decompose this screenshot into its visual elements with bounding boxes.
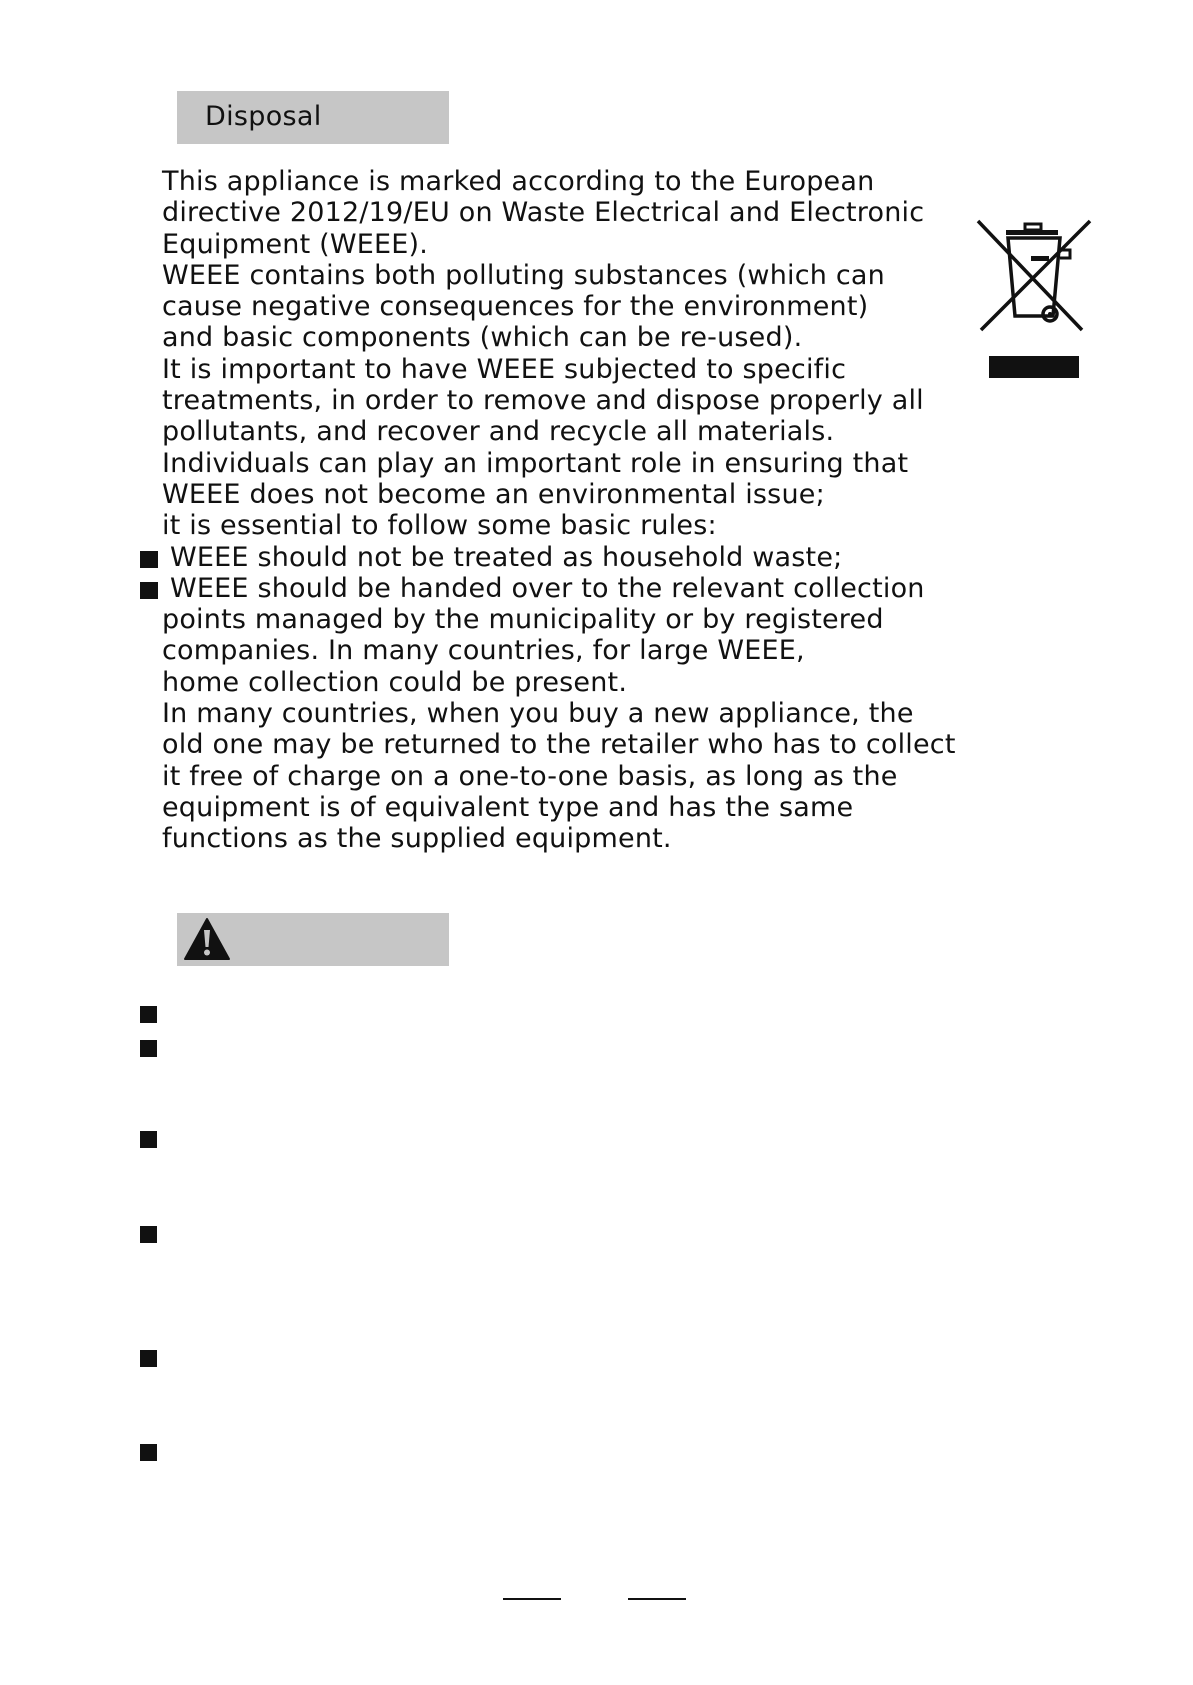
warning-triangle-icon: [183, 917, 231, 961]
bullet-list-item: WEEE should not be treated as household waste;: [170, 542, 942, 573]
footer-rule-right: [628, 1598, 686, 1600]
text-line: Equipment (WEEE).: [162, 228, 429, 260]
square-bullet-icon: [140, 1131, 157, 1148]
text-line: and basic components (which can be re-used).: [162, 322, 803, 354]
square-bullet-icon: [140, 1350, 157, 1367]
square-bullet-icon: [140, 1444, 157, 1461]
text-line: functions as the supplied equipment.: [162, 823, 672, 855]
bullet-list-item: WEEE should be handed over to the relevant collection: [170, 573, 942, 604]
text-line: WEEE does not become an environmental issue;: [162, 478, 825, 510]
text-line: WEEE contains both polluting substances (which can: [162, 259, 885, 291]
warning-header-bar: [177, 913, 449, 966]
text-line: This appliance is marked according to the European: [162, 166, 875, 197]
footer-rule-left: [503, 1598, 561, 1600]
text-line: companies. In many countries, for large WEEE,: [162, 635, 805, 667]
disposal-header-bar: [177, 91, 449, 144]
text-line: treatments, in order to remove and dispose properly all: [162, 385, 924, 417]
text-line: it is essential to follow some basic rules:: [162, 510, 717, 542]
text-line: Individuals can play an important role in ensuring that: [162, 447, 909, 479]
text-line: directive 2012/19/EU on Waste Electrical and Electronic: [162, 197, 925, 229]
text-line: home collection could be present.: [162, 666, 628, 698]
disposal-title: Disposal: [205, 101, 322, 132]
text-line: points managed by the municipality or by registered: [162, 604, 884, 636]
text-line: cause negative consequences for the environment): [162, 291, 869, 323]
text-line: It is important to have WEEE subjected to specific: [162, 353, 847, 385]
text-line: it free of charge on a one-to-one basis, as long as the: [162, 760, 898, 792]
text-line: In many countries, when you buy a new appliance, the: [162, 698, 914, 730]
text-line: old one may be returned to the retailer who has to collect: [162, 729, 956, 761]
crossed-out-wheelie-bin-icon: [975, 218, 1093, 380]
text-line: equipment is of equivalent type and has the same: [162, 791, 854, 823]
square-bullet-icon: [140, 1006, 157, 1023]
square-bullet-icon: [140, 1226, 157, 1243]
text-line: pollutants, and recover and recycle all materials.: [162, 416, 835, 448]
disposal-body-text: [162, 166, 956, 855]
square-bullet-icon: [140, 1040, 157, 1057]
